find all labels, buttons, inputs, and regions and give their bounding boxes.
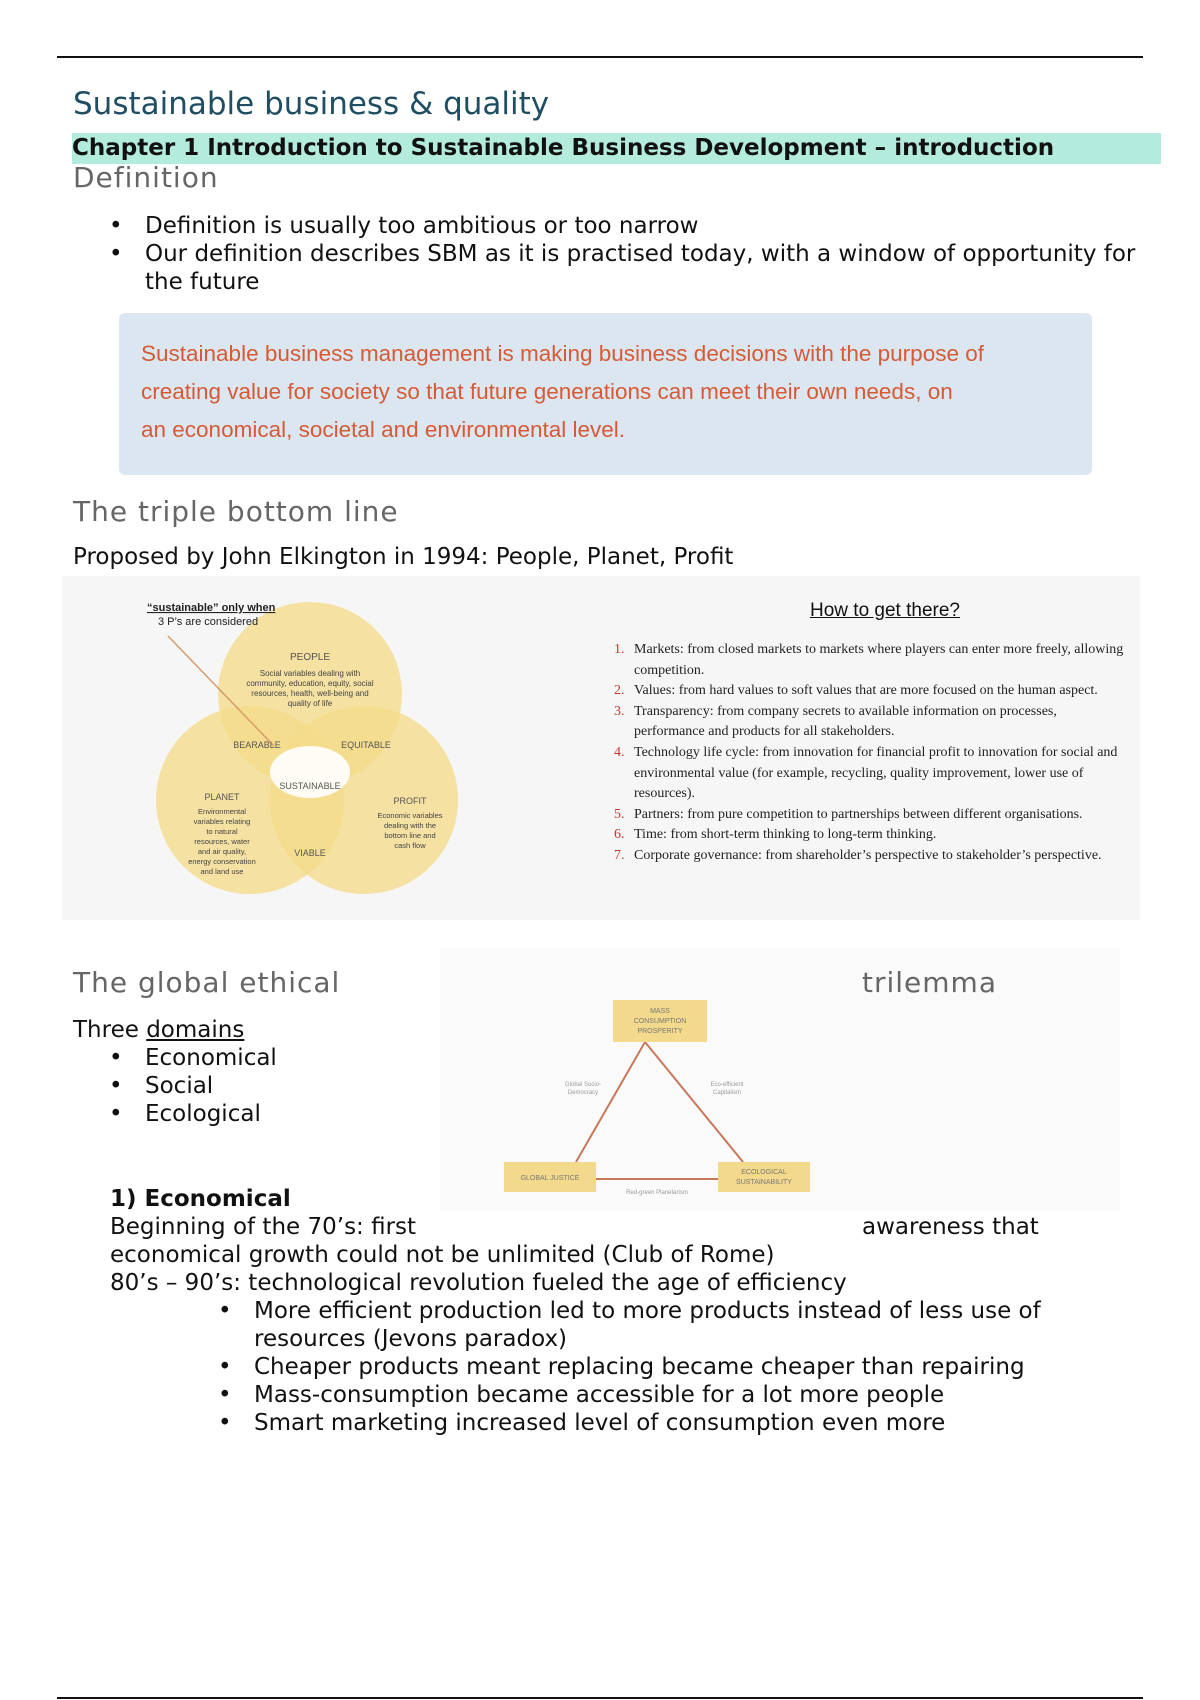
definition-heading: Definition (73, 161, 219, 194)
top-rule (57, 56, 1143, 58)
list-item: • Ecological (73, 1100, 473, 1128)
domains-intro: Three domains (73, 1017, 245, 1043)
people-desc: Social variables dealing with (259, 669, 361, 678)
economical-line: 80’s – 90’s: technological revolution fueled the age of efficiency (110, 1270, 847, 1296)
tbl-heading: The triple bottom line (73, 495, 399, 528)
profit-desc: Economic variables (377, 811, 443, 820)
get-there-list (610, 640, 1130, 867)
equitable-label: EQUITABLE (341, 740, 391, 750)
bearable-label: BEARABLE (233, 740, 281, 750)
triangle-edge-right (645, 1042, 743, 1162)
list-item: 5. Partners: from pure competition to partnerships between different organisations. (614, 806, 1083, 822)
ecological-sustainability-label: ECOLOGICAL (741, 1169, 787, 1176)
planet-desc: to natural (206, 827, 238, 836)
people-title: PEOPLE (289, 652, 331, 663)
ecological-sustainability-label: SUSTAINABILITY (736, 1179, 792, 1186)
bottom-edge-label: Red-green Planetarism (626, 1190, 688, 1196)
list-item: • Economical (73, 1044, 473, 1072)
trilemma-heading-left: The global ethical (73, 966, 341, 999)
economical-line: economical growth could not be unlimited (Club of Rome) (110, 1242, 775, 1268)
list-item: • Definition is usually too ambitious or too narrow (73, 212, 1153, 240)
annotation-line: “sustainable” only when (147, 602, 276, 614)
planet-title: PLANET (204, 792, 240, 802)
list-item: • Smart marketing increased level of consumption even more (182, 1409, 1082, 1437)
domains-list (73, 1044, 473, 1128)
left-edge-label: Democracy (567, 1090, 599, 1096)
profit-desc: bottom line and (384, 831, 436, 840)
planet-desc: and air quality, (197, 847, 247, 856)
list-item: • Mass-consumption became accessible for a lot more people (182, 1381, 1082, 1409)
right-edge-label: Eco-efficient (710, 1082, 744, 1088)
page-title: Sustainable business & quality (73, 86, 550, 122)
quote-line: Sustainable business management is making business decisions with the purpose of (141, 341, 984, 366)
tbl-intro: Proposed by John Elkington in 1994: People, Planet, Profit (73, 544, 734, 570)
profit-circle (270, 706, 458, 894)
people-desc: quality of life (287, 699, 333, 708)
trilemma-diagram (500, 996, 820, 1206)
list-item: • More efficient production led to more products instead of less use of resources (Jevons paradox) (182, 1297, 1082, 1353)
venn-diagram (62, 576, 482, 920)
list-item: • Our definition describes SBM as it is practised today, with a window of opportunity for the future (73, 240, 1153, 296)
definition-quote-box (119, 313, 1092, 475)
economical-heading: 1) Economical (110, 1186, 291, 1212)
right-edge-label: Capitalism (712, 1090, 742, 1096)
profit-desc: dealing with the (383, 821, 437, 830)
people-desc: community, education, equity, social (246, 679, 374, 688)
profit-desc: cash flow (394, 841, 426, 850)
economical-line: Beginning of the 70’s: first (110, 1214, 417, 1240)
ecological-sustainability-box (718, 1162, 810, 1192)
planet-desc: energy conservation (188, 857, 256, 866)
triangle-edge-left (576, 1042, 645, 1162)
viable-label: VIABLE (294, 848, 326, 858)
sustainable-label: SUSTAINABLE (279, 781, 341, 791)
planet-desc: resources, water (194, 837, 250, 846)
left-edge-label: Global Socio- (564, 1082, 602, 1088)
planet-desc: and land use (200, 867, 244, 876)
list-item: 6. Time: from short-term thinking to long-term thinking. (614, 827, 937, 843)
definition-bullets (73, 212, 1153, 296)
get-there-title: How to get there? (810, 600, 960, 621)
planet-desc: Environmental (198, 807, 246, 816)
list-item: 3. Transparency: from company secrets to available information on processes, performance and products for all stakeholders. (614, 703, 1057, 740)
quote-line: creating value for society so that future generations can meet their own needs, on (141, 379, 953, 404)
people-desc: resources, health, well-being and (251, 689, 369, 698)
definition-quote (141, 335, 1081, 449)
list-item: 1. Markets: from closed markets to markets where players can enter more freely, allowing competition. (614, 642, 1124, 678)
mass-consumption-label: PROSPERITY (637, 1028, 683, 1035)
annotation-line: 3 P’s are considered (158, 616, 259, 628)
mass-consumption-label: CONSUMPTION (633, 1018, 687, 1025)
economical-bullets (182, 1297, 1082, 1437)
mass-consumption-label: MASS (650, 1008, 670, 1015)
list-item: 2. Values: from hard values to soft values that are more focused on the human aspect. (614, 683, 1098, 699)
trilemma-heading-right: trilemma (862, 966, 997, 999)
list-item: 4. Technology life cycle: from innovation for financial profit to innovation for social and environmental value (for example, recycling, quality improvement, lower use of resources). (614, 744, 1118, 802)
quote-line: an economical, societal and environmental level. (141, 417, 626, 442)
list-item: • Social (73, 1072, 473, 1100)
list-item: 7. Corporate governance: from shareholder’s perspective to stakeholder’s perspective. (614, 847, 1102, 863)
planet-desc: variables relating (193, 817, 251, 826)
profit-title: PROFIT (393, 796, 427, 806)
chapter-heading: Chapter 1 Introduction to Sustainable Business Development – introduction (72, 133, 1161, 164)
economical-line: awareness that (862, 1214, 1039, 1240)
bottom-rule (57, 1697, 1143, 1699)
global-justice-label: GLOBAL JUSTICE (520, 1175, 580, 1182)
list-item: • Cheaper products meant replacing became cheaper than repairing (182, 1353, 1082, 1381)
